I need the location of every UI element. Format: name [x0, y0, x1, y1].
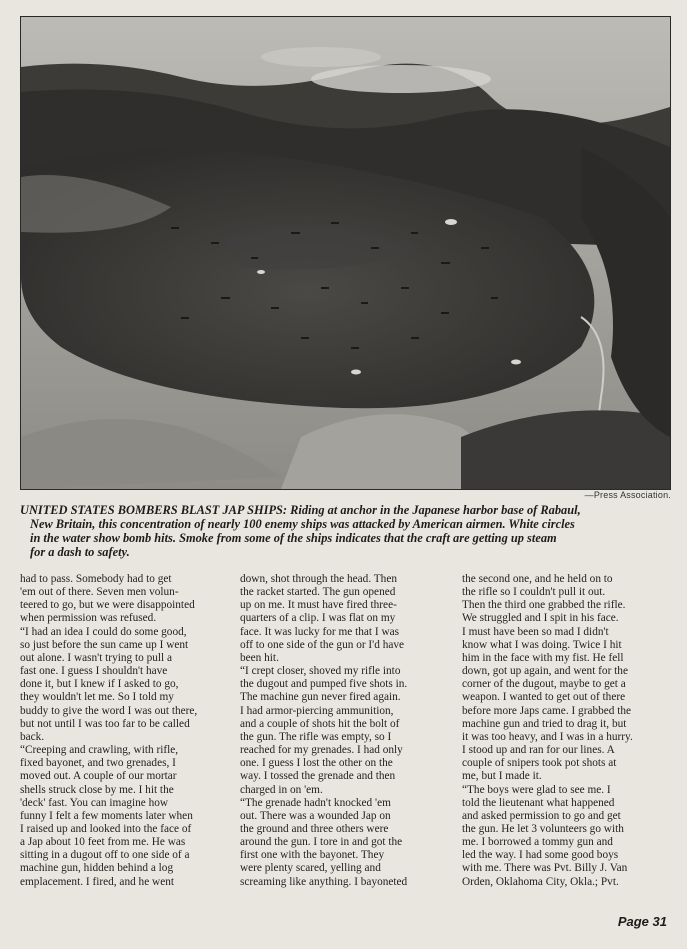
text-line: moved out. A couple of our mortar [20, 770, 177, 783]
text-line: the dugout and pumped five shots in. [240, 678, 408, 691]
text-line: the rifle so I couldn't pull it out. [462, 586, 606, 599]
text-column-3 [462, 573, 670, 889]
text-line: charged in on 'em. [240, 783, 323, 796]
text-line: reached for my grenades. I had only [240, 744, 403, 757]
text-line: I must have been so mad I didn't [462, 625, 609, 638]
photo-caption [20, 503, 672, 559]
text-line: around the gun. I tore in and got the [240, 836, 403, 849]
text-line: when permission was refused. [20, 612, 157, 625]
text-line: but not until I was too far to be called [20, 717, 190, 730]
text-line: out. There was a wounded Jap on [240, 809, 391, 822]
aerial-photo [20, 16, 671, 490]
caption-line: New Britain, this concentration of nearly 100 enemy ships was attacked by American airmen. White circles [30, 517, 575, 531]
text-line: “Creeping and crawling, with rifle, [20, 744, 179, 757]
text-line: I stood up and ran for our lines. A [462, 744, 615, 757]
text-column-1 [20, 573, 224, 889]
text-line: and a couple of shots hit the bolt of [240, 717, 400, 730]
text-line: fixed bayonet, and two grenades, I [20, 757, 176, 770]
text-line: down, got up again, and went for the [462, 665, 628, 678]
text-line: screaming like anything. I bayoneted [240, 875, 408, 888]
text-line: up on me. It must have fired three- [240, 599, 397, 612]
text-line: “I crept closer, shoved my rifle into [240, 665, 401, 678]
text-line: “I had an idea I could do some good, [20, 625, 187, 638]
caption-line: UNITED STATES BOMBERS BLAST JAP SHIPS: Riding at anchor in the Japanese harbor base of Rabaul, [20, 503, 581, 517]
text-line: been hit. [240, 651, 279, 664]
text-line: way. I tossed the grenade and then [240, 770, 396, 783]
text-line: done it, but I knew if I asked to go, [20, 678, 179, 691]
caption-line: in the water show bomb hits. Smoke from some of the ships indicates that the craft are getting up steam [30, 531, 557, 545]
text-line: know what I was doing. Twice I hit [462, 638, 622, 651]
text-line: “The boys were glad to see me. I [462, 783, 611, 796]
text-line: a Jap about 10 feet from me. He was [20, 836, 186, 849]
text-line: the ground and three others were [240, 822, 389, 835]
text-line: one. I guess I lost the other on the [240, 757, 393, 770]
text-line: “The grenade hadn't knocked 'em [240, 796, 391, 809]
text-line: with me. There was Pvt. Billy J. Van [462, 862, 628, 875]
text-line: so just before the sun came up I went [20, 638, 189, 651]
text-line: the racket started. The gun opened [240, 586, 396, 599]
text-line: led the way. I had some good boys [462, 849, 619, 862]
text-line: Orden, Oklahoma City, Okla.; Pvt. [462, 875, 619, 888]
text-line: face. It was lucky for me that I was [240, 625, 400, 638]
text-line: buddy to give the word I was out there, [20, 704, 198, 717]
text-line: teered to go, but we were disappointed [20, 599, 195, 612]
text-line: the gun. The rifle was empty, so I [240, 730, 392, 743]
text-line: first one with the bayonet. They [240, 849, 385, 862]
text-line: corner of the dugout, maybe to get a [462, 678, 626, 691]
text-line: told the lieutenant what happened [462, 796, 615, 809]
text-line: fast one. I guess I shouldn't have [20, 665, 168, 678]
text-line: I raised up and looked into the face of [20, 822, 192, 835]
text-column-2 [240, 573, 446, 889]
text-line: it was too heavy, and I was in a hurry. [462, 730, 633, 743]
caption-line: for a dash to safety. [30, 545, 130, 559]
text-line: out alone. I wasn't trying to pull a [20, 651, 173, 664]
text-line: I had armor-piercing ammunition, [240, 704, 394, 717]
text-line: 'deck' fast. You can imagine how [20, 796, 169, 809]
text-line: they wouldn't let me. So I told my [20, 691, 174, 704]
text-line: 'em out of there. Seven men volun- [20, 586, 179, 599]
text-line: down, shot through the head. Then [240, 573, 397, 585]
page-number: Page 31 [617, 914, 667, 929]
text-line: emplacement. I fired, and he went [20, 875, 175, 888]
text-line: Then the third one grabbed the rifle. [462, 599, 626, 612]
text-line: me, but I made it. [462, 770, 542, 783]
text-line: had to pass. Somebody had to get [20, 573, 172, 585]
text-line: the gun. He let 3 volunteers go with [462, 822, 624, 835]
text-line: couple of snipers took pot shots at [462, 757, 617, 770]
text-line: sitting in a dugout off to one side of a [20, 849, 190, 862]
text-line: the second one, and he held on to [462, 573, 613, 585]
article-body [20, 573, 670, 908]
text-line: him in the face with my fist. He fell [462, 651, 624, 664]
text-line: me. I borrowed a tommy gun and [462, 836, 613, 849]
text-line: weapon. I wanted to get out of there [462, 691, 626, 704]
text-line: The machine gun never fired again. [240, 691, 401, 704]
text-line: funny I felt a few moments later when [20, 809, 193, 822]
text-line: off to one side of the gun or I'd have [240, 638, 405, 651]
text-line: quarters of a clip. I was flat on my [240, 612, 396, 625]
text-line: We struggled and I spit in his face. [462, 612, 619, 625]
text-line: were plenty scared, yelling and [240, 862, 381, 875]
text-line: shells struck close by me. I hit the [20, 783, 174, 796]
text-line: machine gun and tried to drag it, but [462, 717, 627, 730]
text-line: back. [20, 730, 45, 743]
text-line: machine gun, hidden behind a log [20, 862, 174, 875]
text-line: before more Japs came. I grabbed the [462, 704, 632, 717]
photo-credit: —Press Association. [584, 490, 671, 500]
text-line: and asked permission to go and get [462, 809, 621, 822]
aerial-harbor-photo-icon [21, 17, 670, 489]
